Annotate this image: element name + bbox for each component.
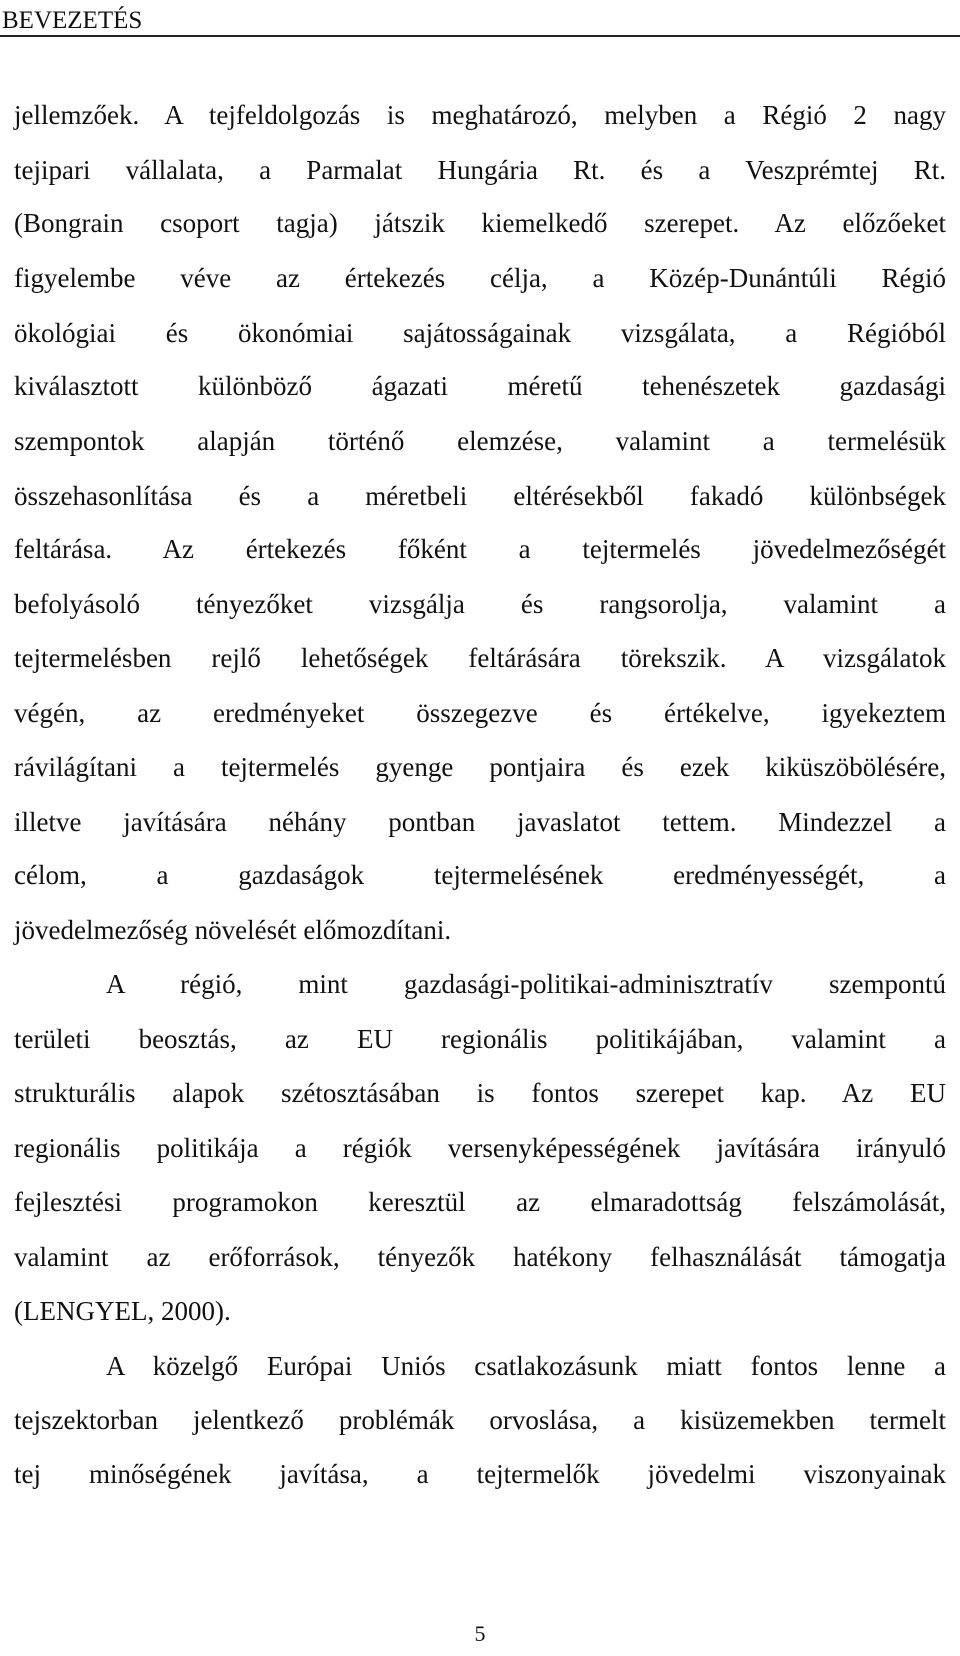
running-header-title: BEVEZETÉS: [2, 7, 143, 34]
body-line: illetve javítására néhány pontban javaslatot tettem. Mindezzel a: [14, 807, 946, 837]
body-line: (LENGYEL, 2000).: [14, 1296, 231, 1326]
body-line: tej minőségének javítása, a tejtermelők jövedelmi viszonyainak: [14, 1459, 946, 1489]
paragraph-first-line: A régió, mint gazdasági-politikai-adminisztratív szempontú: [106, 969, 946, 999]
body-line: területi beosztás, az EU regionális politikájában, valamint a: [14, 1024, 946, 1054]
body-line: tejszektorban jelentkező problémák orvoslása, a kisüzemekben termelt: [14, 1405, 946, 1435]
body-line: kiválasztott különböző ágazati méretű tehenészetek gazdasági: [14, 371, 946, 401]
running-header: [0, 0, 960, 37]
body-line: célom, a gazdaságok tejtermelésének eredményességét, a: [14, 860, 946, 890]
body-line: ökológiai és ökonómiai sajátosságainak vizsgálata, a Régióból: [14, 318, 946, 348]
body-line: feltárása. Az értekezés főként a tejtermelés jövedelmezőségét: [14, 534, 946, 564]
body-line: (Bongrain csoport tagja) játszik kiemelkedő szerepet. Az előzőeket: [14, 208, 946, 238]
paragraph-first-line: A közelgő Európai Uniós csatlakozásunk miatt fontos lenne a: [106, 1351, 946, 1381]
page-number: 5: [474, 1621, 486, 1646]
body-line: fejlesztési programokon keresztül az elmaradottság felszámolását,: [14, 1187, 946, 1217]
body-line: jövedelmezőség növelését előmozdítani.: [14, 915, 452, 945]
body-line: összehasonlítása és a méretbeli eltérésekből fakadó különbségek: [14, 481, 946, 511]
body-line: tejipari vállalata, a Parmalat Hungária Rt. és a Veszprémtej Rt.: [14, 155, 946, 185]
body-line: jellemzőek. A tejfeldolgozás is meghatározó, melyben a Régió 2 nagy: [14, 100, 946, 130]
body-line: végén, az eredményeket összegezve és értékelve, igyekeztem: [14, 698, 946, 728]
body-line: figyelembe véve az értekezés célja, a Közép-Dunántúli Régió: [14, 263, 946, 293]
body-line: valamint az erőforrások, tényezők hatékony felhasználását támogatja: [14, 1242, 946, 1272]
body-line: regionális politikája a régiók versenyképességének javítására irányuló: [14, 1133, 946, 1163]
body-line: rávilágítani a tejtermelés gyenge pontjaira és ezek kiküszöbölésére,: [14, 752, 946, 782]
body-line: tejtermelésben rejlő lehetőségek feltárására törekszik. A vizsgálatok: [14, 643, 946, 673]
body-line: szempontok alapján történő elemzése, valamint a termelésük: [14, 426, 946, 456]
body-line: strukturális alapok szétosztásában is fontos szerepet kap. Az EU: [14, 1078, 946, 1108]
body-line: befolyásoló tényezőket vizsgálja és rangsorolja, valamint a: [14, 589, 946, 619]
